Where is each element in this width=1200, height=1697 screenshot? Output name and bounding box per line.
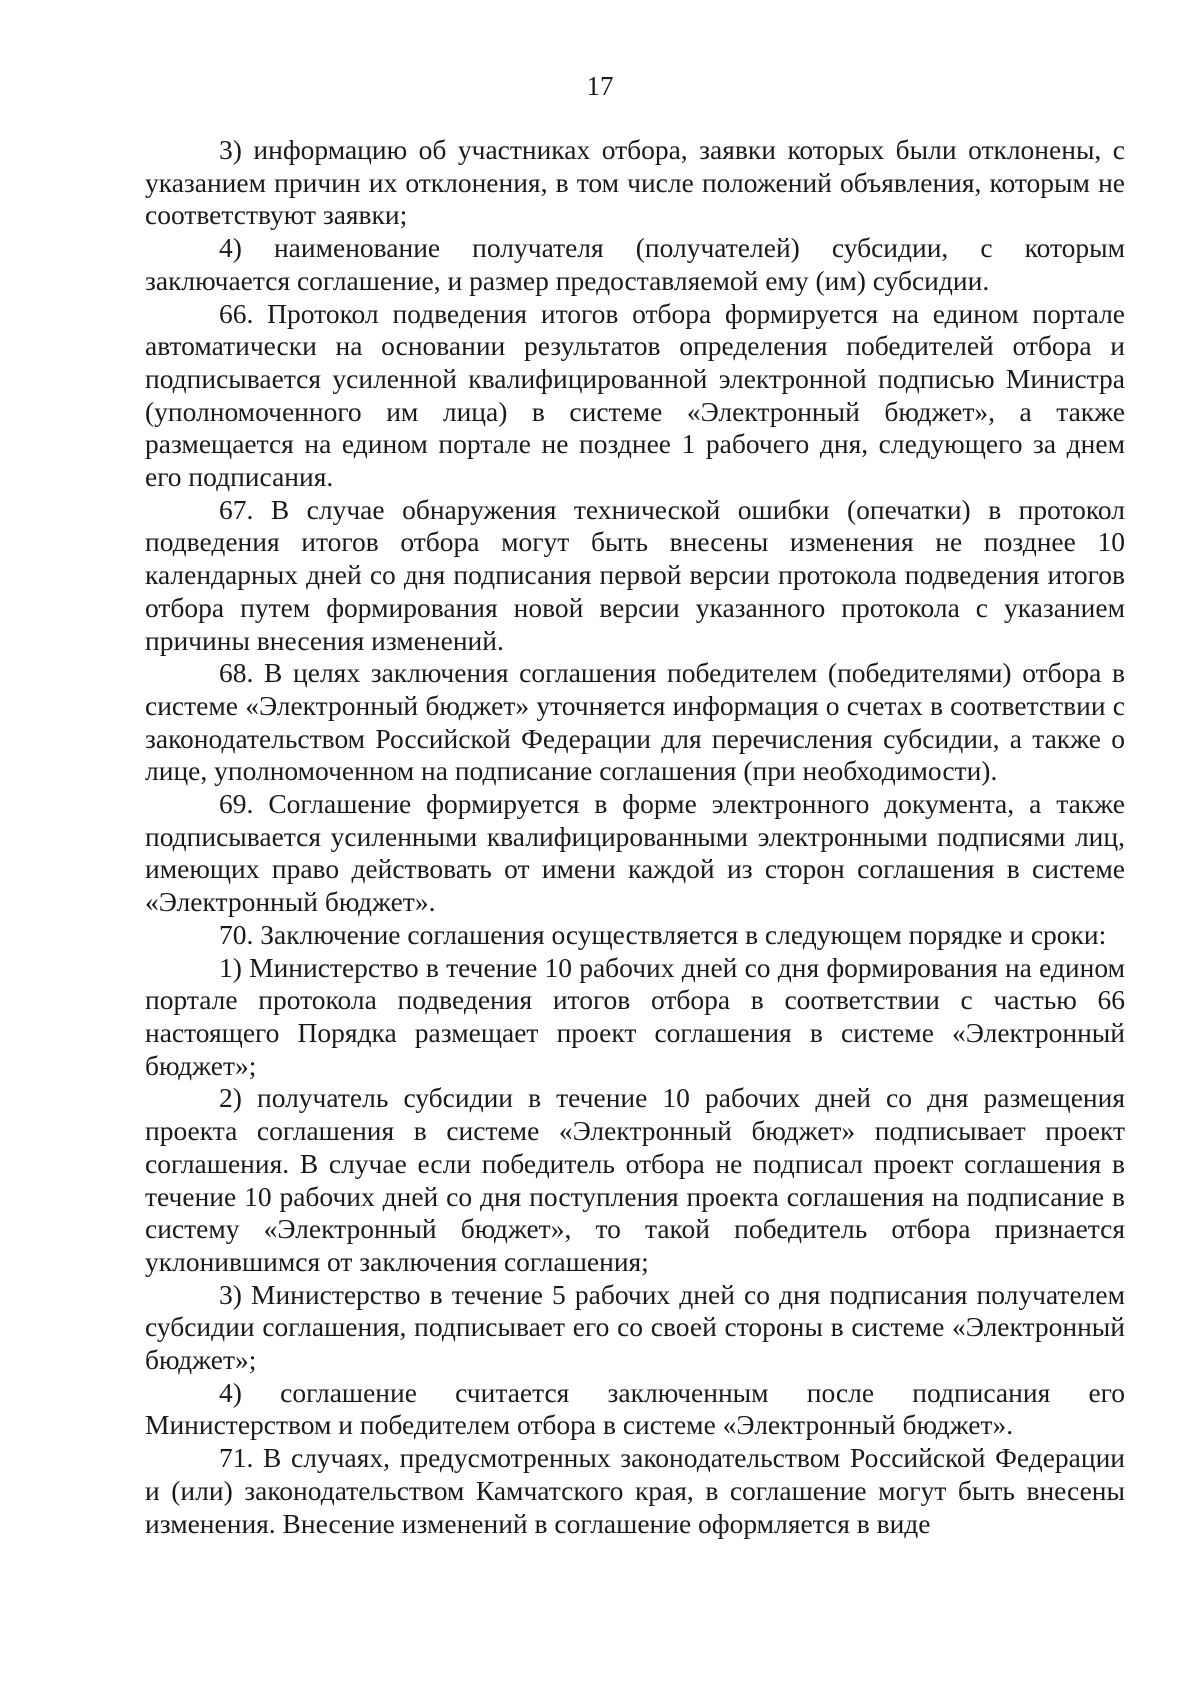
paragraph-66: 66. Протокол подведения итогов отбора формируется на едином портале автоматически на основании результатов определения победителей отбора и подписывается усиленной квалифицированной электронной подписью Министра (уполномоченного им лица) в системе «Электронный бюджет», а также размещается на едином портале не позднее 1 рабочего дня, следующего за днем его подписания.	[145, 297, 1125, 493]
paragraph-67: 67. В случае обнаружения технической ошибки (опечатки) в протокол подведения итогов отбора могут быть внесены изменения не позднее 10 календарных дней со дня подписания первой версии протокола подведения итогов отбора путем формирования новой версии указанного протокола с указанием причины внесения изменений.	[145, 493, 1125, 656]
page-number: 17	[586, 71, 614, 101]
paragraph-71: 71. В случаях, предусмотренных законодательством Российской Федерации и (или) законодательством Камчатского края, в соглашение могут быть внесены изменения. Внесение изменений в соглашение оформляется в виде	[145, 1442, 1125, 1539]
paragraph-68: 68. В целях заключения соглашения победителем (победителями) отбора в системе «Электронный бюджет» уточняется информация о счетах в соответствии с законодательством Российской Федерации для перечисления субсидии, а также о лице, уполномоченном на подписание соглашения (при необходимости).	[145, 657, 1125, 787]
paragraph-70-item-3: 3) Министерство в течение 5 рабочих дней со дня подписания получателем субсидии соглашения, подписывает его со своей стороны в системе «Электронный бюджет»;	[145, 1278, 1125, 1376]
paragraph-70-item-1: 1) Министерство в течение 10 рабочих дней со дня формирования на едином портале протокола подведения итогов отбора в соответствии с частью 66 настоящего Порядка размещает проект соглашения в системе «Электронный бюджет»;	[145, 951, 1125, 1081]
paragraph-70: 70. Заключение соглашения осуществляется в следующем порядке и сроки:	[219, 918, 1107, 950]
paragraph-69: 69. Соглашение формируется в форме электронного документа, а также подписывается усиленными квалифицированными электронными подписями лиц, имеющих право действовать от имени каждой из сторон соглашения в системе «Электронный бюджет».	[145, 788, 1125, 918]
paragraph-70-item-4: 4) соглашение считается заключенным после подписания его Министерством и победителем отбора в системе «Электронный бюджет».	[145, 1376, 1125, 1441]
paragraph-item-4-recipient-name: 4) наименование получателя (получателей) субсидии, с которым заключается соглашение, и размер предоставляемой ему (им) субсидии.	[145, 232, 1125, 296]
paragraph-70-item-2: 2) получатель субсидии в течение 10 рабочих дней со дня размещения проекта соглашения в системе «Электронный бюджет» подписывает проект соглашения. В случае если победитель отбора не подписал проект соглашения в течение 10 рабочих дней со дня поступления проекта соглашения на подписание в систему «Электронный бюджет», то такой победитель отбора признается уклонившимся от заключения соглашения;	[145, 1082, 1125, 1277]
paragraph-item-3-rejected-participants: 3) информацию об участниках отбора, заявки которых были отклонены, с указанием причин их отклонения, в том числе положений объявления, которым не соответствуют заявки;	[145, 134, 1125, 231]
document-body	[145, 134, 1125, 1540]
